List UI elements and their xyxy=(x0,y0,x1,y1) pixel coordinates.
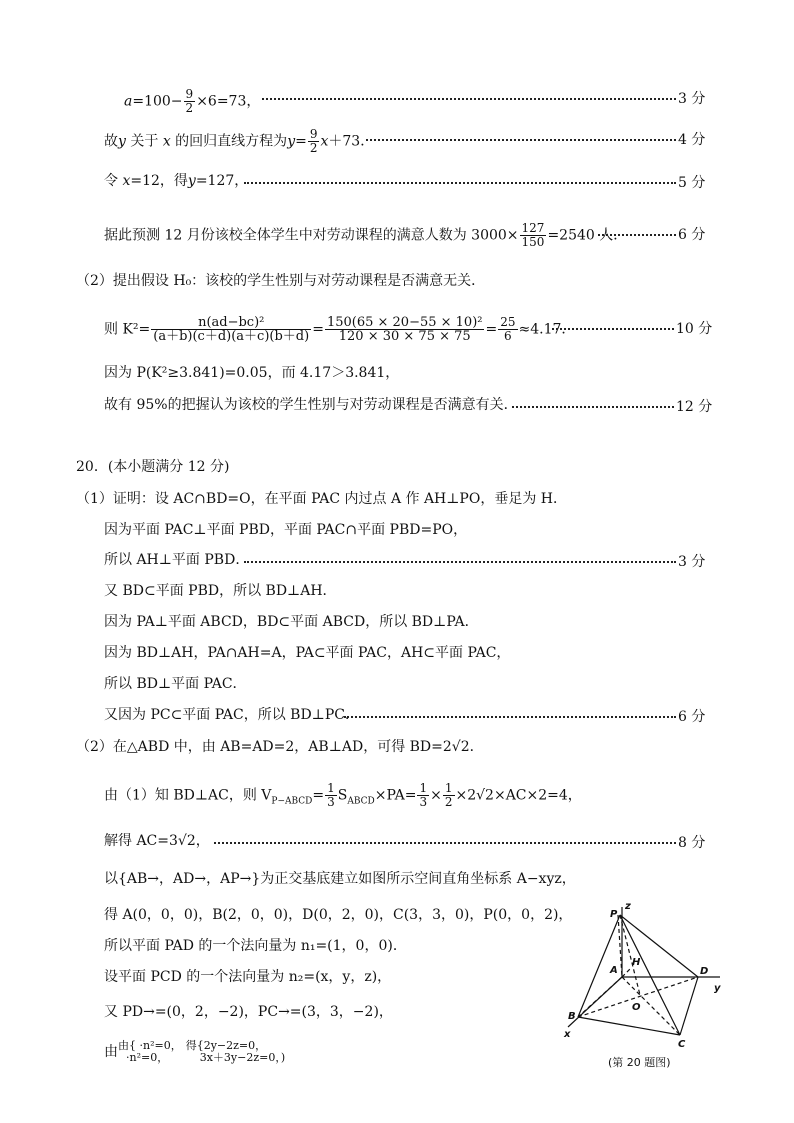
question-20-heading: 20．(本小题满分 12 分) xyxy=(76,459,230,475)
fraction: $\frac{\text{n(ad−bc)²}}{(a+b)(c+d)(a+c)(b+d)}$ xyxy=(153,315,310,344)
normal-pcd-line: 设平面 PCD 的一个法向量为 n₂=(x，y，z)， xyxy=(104,969,392,985)
label-z: z xyxy=(625,901,631,912)
label-D: D xyxy=(700,966,709,977)
label-A: A xyxy=(610,965,618,976)
fraction: $\frac{1}{3}$ xyxy=(327,781,335,809)
label-P: P xyxy=(610,909,618,920)
score: 6 分 xyxy=(678,227,706,243)
solve-ac-line: 解得 AC=3√2， xyxy=(104,833,210,849)
score: 5 分 xyxy=(678,175,706,191)
edge-PC xyxy=(620,915,680,1035)
leader-dots xyxy=(344,716,676,718)
proof-line-1: （1）证明：设 AC∩BD=O，在平面 PAC 内过点 A 作 AH⊥PO，垂足为 H． xyxy=(76,491,567,507)
system-line: 由 由{ ·n²=0， ·n²=0， 得{2y−2z=0， 3x＋3y−2z=0，) xyxy=(104,1039,286,1064)
proof-line-4: 又 BD⊂平面 PBD，所以 BD⊥AH． xyxy=(104,583,337,599)
normal-pad-line: 所以平面 PAD 的一个法向量为 n₁=(1，0，0)． xyxy=(104,938,407,954)
score: 8 分 xyxy=(678,835,706,851)
leader-dots xyxy=(262,98,676,100)
edge-BC xyxy=(578,1017,680,1035)
line-conclusion: 故有 95%的把握认为该校的学生性别与对劳动课程是否满意有关． xyxy=(104,397,518,413)
score: 6 分 xyxy=(678,709,706,725)
part2-line-1: （2）在△ABD 中，由 AB=AD=2，AB⊥AD，可得 BD=2√2． xyxy=(76,739,484,755)
score: 3 分 xyxy=(678,554,706,570)
line-a-hat: a=100− $\frac{9}{2}$ ×6=73， xyxy=(124,87,261,115)
fraction: $\frac{9}{2}$ xyxy=(185,87,194,115)
coords-line: 得 A(0，0，0)，B(2，0，0)，D(0，2，0)，C(3，3，0)，P(0，0，2)， xyxy=(104,907,573,923)
edge-AB xyxy=(578,977,622,1017)
leader-dots xyxy=(512,406,674,408)
fraction: $\frac{127}{150}$ xyxy=(521,221,545,249)
line-let-x: 令 x=12，得y=127， xyxy=(104,173,249,189)
proof-line-5: 因为 PA⊥平面 ABCD，BD⊂平面 ABCD，所以 BD⊥PA． xyxy=(104,614,479,630)
fraction: $\frac{25}{6}$ xyxy=(500,315,516,343)
line-k-squared: 则 K²= $\frac{\text{n(ad−bc)²}}{(a+b)(c+d)(a+c)(b+d)}$ = $\frac{\text{150(65 × 20−55 × 10)²}}{120 \times 30 \times 75 \times 75}$ = $\frac{25}{6}$ ≈4.17． xyxy=(104,315,576,344)
proof-line-3: 所以 AH⊥平面 PBD． xyxy=(104,552,250,568)
leader-dots xyxy=(244,182,676,184)
label-x: x xyxy=(564,1029,571,1040)
label-H: H xyxy=(632,957,641,968)
score: 3 分 xyxy=(678,91,706,107)
proof-line-7: 所以 BD⊥平面 PAC． xyxy=(104,676,247,692)
fraction: $\frac{\text{150(65 × 20−55 × 10)²}}{120 \times 30 \times 75 \times 75}$ xyxy=(326,315,483,344)
fraction: $\frac{9}{2}$ xyxy=(309,127,318,155)
basis-line: 以{AB→，AD→，AP→}为正交基底建立如图所示空间直角坐标系 A−xyz， xyxy=(104,871,576,887)
fraction: $\frac{1}{3}$ xyxy=(419,781,428,809)
figure-caption: (第 20 题图) xyxy=(608,1056,671,1069)
leader-dots xyxy=(366,139,676,141)
label-O: O xyxy=(632,1002,641,1013)
segment-AH xyxy=(622,969,630,977)
line-because-p: 因为 P(K²≥3.841)=0.05，而 4.17＞3.841， xyxy=(104,365,400,381)
proof-line-8: 又因为 PC⊂平面 PAC，所以 BD⊥PC． xyxy=(104,707,359,723)
label-C: C xyxy=(678,1039,686,1050)
fraction: $\frac{1}{2}$ xyxy=(444,781,453,809)
line-predict: 据此预测 12 月份该校全体学生中对劳动课程的满意人数为 3000× $\frac{127}{150}$ =2540 人． xyxy=(104,221,628,249)
proof-line-2: 因为平面 PAC⊥平面 PBD，平面 PAC∩平面 PBD=PO， xyxy=(104,522,468,538)
segment-PO xyxy=(620,915,640,995)
leader-dots xyxy=(244,561,676,563)
score: 4 分 xyxy=(678,132,706,148)
label-B: B xyxy=(568,1011,576,1022)
score: 10 分 xyxy=(676,321,713,337)
score: 12 分 xyxy=(676,399,713,415)
edge-CD xyxy=(680,977,698,1035)
label-y: y xyxy=(714,983,721,994)
volume-line: 由（1）知 BD⊥AC，则 $V_{P-ABCD}=$ $\frac{1}{3}$ $S_{ABCD}\times PA=$ $\frac{1}{3}$ × $\frac{1}{2}$ ×2√2×AC×2=4， xyxy=(104,781,582,809)
leader-dots xyxy=(214,842,676,844)
leader-dots xyxy=(598,234,676,236)
vectors-line: 又 PD→=(0，2，−2)，PC→=(3，3，−2)， xyxy=(104,1004,393,1020)
hypothesis-line: （2）提出假设 H₀：该校的学生性别与对劳动课程是否满意无关． xyxy=(76,273,486,289)
pyramid-figure xyxy=(560,895,730,1070)
line-regression: 故y 关于 x 的回归直线方程为y= $\frac{9}{2}$ x＋73． xyxy=(104,127,375,155)
proof-line-6: 因为 BD⊥AH，PA∩AH=A，PA⊂平面 PAC，AH⊂平面 PAC， xyxy=(104,645,511,661)
leader-dots xyxy=(552,328,674,330)
